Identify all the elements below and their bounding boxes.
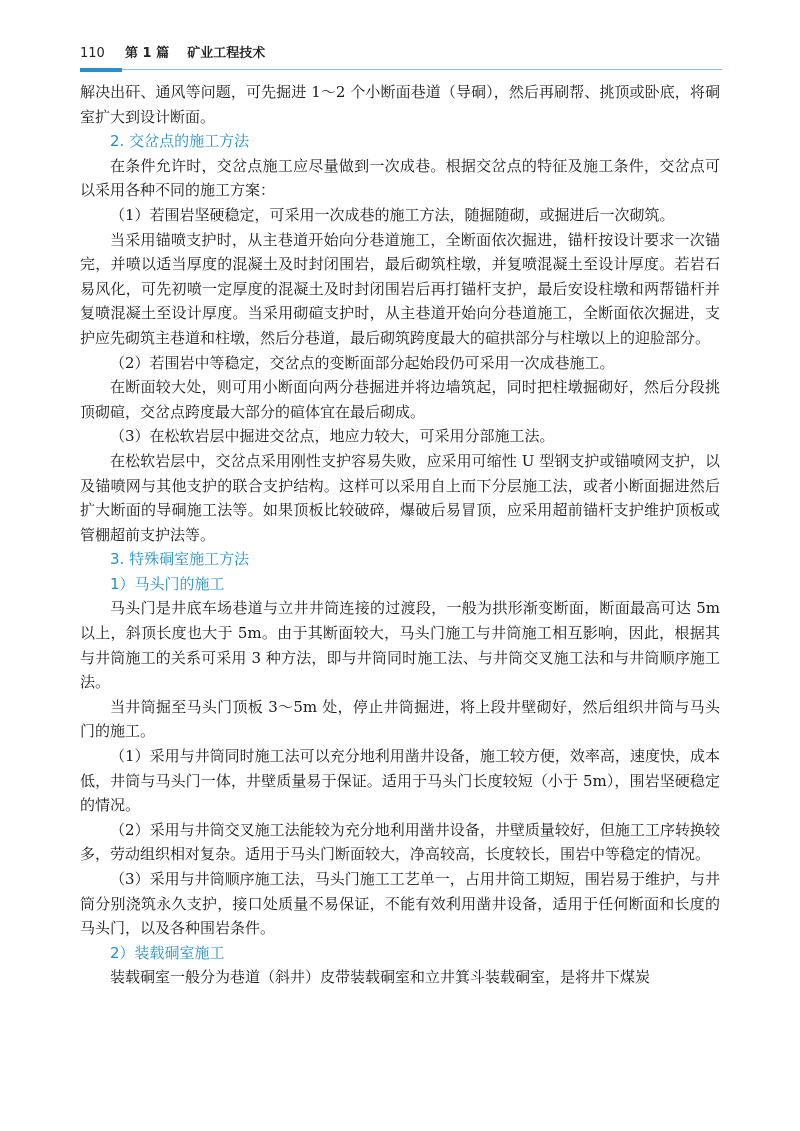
paragraph: 解决出矸、通风等问题，可先掘进 1～2 个小断面巷道（导硐），然后再刷帮、挑顶或卧底，将硐室扩大到设计断面。	[80, 83, 720, 126]
paragraph: 在松软岩层中，交岔点采用刚性支护容易失败，应采用可缩性 U 型钢支护或锚喷网支护，以及锚喷网与其他支护的联合支护结构。这样可以采用自上而下分层施工法，或者小断面掘进然后扩大断面的导硐施工法等。如果顶板比较破碎，爆破后易冒顶，应采用超前锚杆支护维护顶板或管棚超前支护法等。	[80, 451, 720, 544]
paragraph: （2）采用与井筒交叉施工法能较为充分地利用凿井设备，井壁质量较好，但施工工序转换较多，劳动组织相对复杂。适用于马头门断面较大，净高较高，长度较长，围岩中等稳定的情况。	[80, 820, 720, 864]
paragraph: （1）若围岩坚硬稳定，可采用一次成巷的施工方法，随掘随砌，或掘进后一次砌筑。	[110, 205, 675, 224]
header-divider	[122, 69, 722, 70]
page-number: 110	[80, 46, 105, 61]
paragraph: （3）在松软岩层中掘进交岔点，地应力较大，可采用分部施工法。	[110, 427, 555, 446]
paragraph: 当井筒掘至马头门顶板 3～5m 处，停止井筒掘进，将上段井壁砌好，然后组织井筒与马头门的施工。	[80, 697, 720, 741]
body-text	[80, 80, 720, 990]
paragraph: （1）采用与井筒同时施工法可以充分地利用凿井设备，施工较方便，效率高，速度快，成本低，井筒与马头门一体，井壁质量易于保证。适用于马头门长度较短（小于 5m），围岩坚硬稳定的情况。	[80, 747, 720, 815]
subsection-heading-loading: 2）装载硐室施工	[110, 943, 225, 962]
paragraph: 马头门是井底车场巷道与立井井筒连接的过渡段，一般为拱形渐变断面，断面最高可达 5m 以上，斜顶长度也大于 5m。由于其断面较大，马头门施工与井筒施工相互影响，因此，根据其与井筒施工的关系可采用 3 种方法，即与井筒同时施工法、与井筒交叉施工法和与井筒顺序施工法。	[80, 599, 720, 692]
paragraph: （3）采用与井筒顺序施工法，马头门施工工艺单一，占用井筒工期短，围岩易于维护，与井筒分别浇筑永久支护，接口处质量不易保证，不能有效利用凿井设备，适用于任何断面和长度的马头门，以及各种围岩条件。	[80, 870, 720, 938]
running-header	[80, 42, 720, 66]
paragraph: 在断面较大处，则可用小断面向两分巷掘进并将边墙筑起，同时把柱墩掘砌好，然后分段挑顶砌碹，交岔点跨度最大部分的碹体宜在最后砌成。	[80, 378, 720, 421]
header-accent-bar	[80, 68, 122, 72]
chapter-title: 矿业工程技术	[187, 46, 266, 61]
subsection-heading-horsehead: 1）马头门的施工	[110, 574, 225, 593]
paragraph: 装载硐室一般分为巷道（斜井）皮带装载硐室和立井箕斗装载硐室，是将井下煤炭	[110, 968, 651, 987]
paragraph: （2）若围岩中等稳定，交岔点的变断面部分起始段仍可采用一次成巷施工。	[110, 353, 615, 372]
section-heading-special: 3. 特殊硐室施工方法	[110, 550, 250, 569]
paragraph: 在条件允许时，交岔点施工应尽量做到一次成巷。根据交岔点的特征及施工条件，交岔点可以采用各种不同的施工方案：	[80, 156, 720, 200]
chapter-label: 第 1 篇	[124, 46, 170, 61]
section-heading-crossing: 2. 交岔点的施工方法	[110, 132, 250, 151]
paragraph: 当采用锚喷支护时，从主巷道开始向分巷道施工，全断面依次掘进，锚杆按设计要求一次锚完，并喷以适当厚度的混凝土及时封闭围岩，最后砌筑柱墩，并复喷混凝土至设计厚度。若岩石易风化，可先初喷一定厚度的混凝土及时封闭围岩后再打锚杆支护，最后安设柱墩和两帮锚杆并复喷混凝土至设计厚度。当采用砌碹支护时，从主巷道开始向分巷道施工，全断面依次掘进，支护应先砌筑主巷道和柱墩，然后分巷道，最后砌筑跨度最大的碹拱部分与柱墩以上的迎脸部分。	[80, 230, 720, 347]
